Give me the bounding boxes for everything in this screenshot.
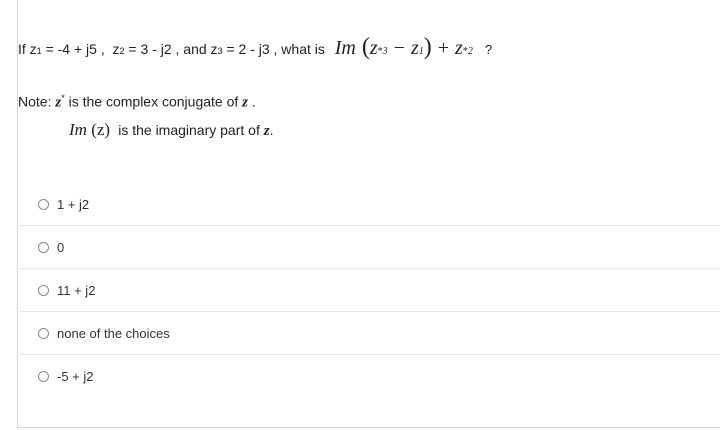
answer-option[interactable]	[20, 183, 720, 226]
option-label: -5 + j2	[57, 369, 94, 384]
option-label: 11 + j2	[57, 282, 96, 298]
radio-button[interactable]	[38, 285, 49, 296]
option-label: none of the choices	[57, 325, 170, 341]
note-line-1: Note: z* is the complex conjugate of z .	[18, 93, 256, 111]
radio-button[interactable]	[38, 371, 49, 382]
question-expression: Im ( z * 3 − z 1 ) + z * 2	[334, 34, 473, 60]
answer-option[interactable]	[20, 226, 720, 269]
answer-option[interactable]	[20, 355, 720, 398]
answer-choices	[20, 183, 720, 398]
answer-option[interactable]	[20, 312, 720, 355]
radio-button[interactable]	[38, 328, 49, 339]
question-mark: ?	[484, 42, 493, 57]
radio-button[interactable]	[38, 242, 49, 253]
option-label: 0	[57, 239, 65, 255]
radio-button[interactable]	[38, 199, 49, 210]
question-text: If z 1 = -4 + j5 , z 2 = 3 - j2 , and z 3 = 2 - j3 , what is Im ( z * 3 − z 1 ) + z * 2 ?	[18, 34, 493, 60]
note-line-2: Im (z) is the imaginary part of z .	[69, 120, 274, 139]
answer-option[interactable]	[20, 269, 720, 312]
option-label: 1 + j2	[57, 196, 90, 212]
